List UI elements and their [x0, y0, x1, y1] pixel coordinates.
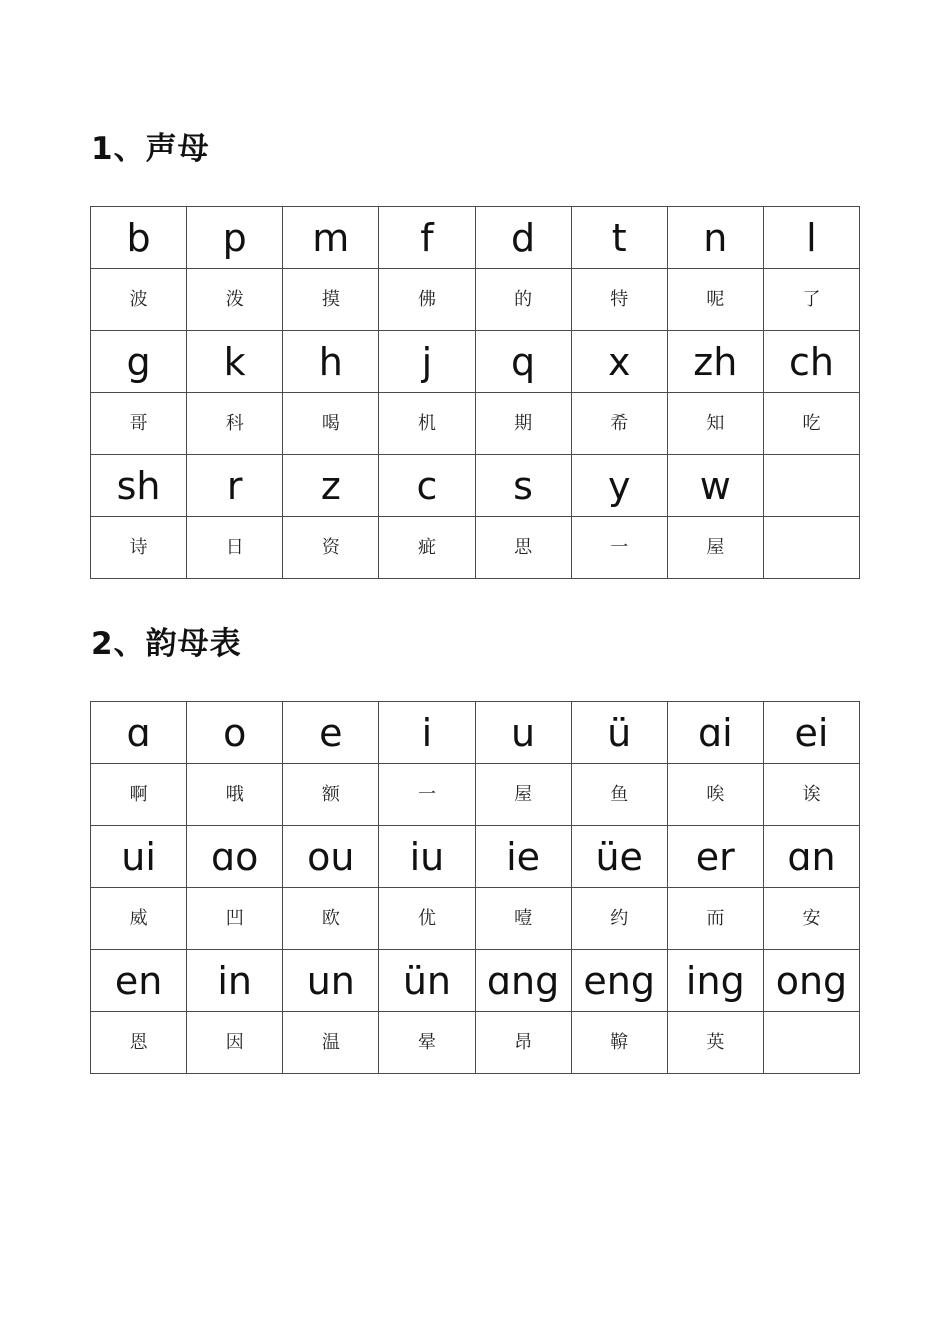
pinyin-cell: w	[667, 455, 763, 517]
pinyin-cell: ui	[91, 826, 187, 888]
character-cell: 了	[763, 269, 859, 331]
pinyin-cell: r	[187, 455, 283, 517]
character-cell: 特	[571, 269, 667, 331]
character-cell: 英	[667, 1012, 763, 1074]
pinyin-cell: s	[475, 455, 571, 517]
pinyin-cell: ɑi	[667, 702, 763, 764]
pinyin-cell: t	[571, 207, 667, 269]
initials-table	[90, 206, 860, 579]
pinyin-cell: d	[475, 207, 571, 269]
pinyin-row	[91, 826, 860, 888]
pinyin-cell: eng	[571, 950, 667, 1012]
character-cell: 鱼	[571, 764, 667, 826]
character-cell: 呢	[667, 269, 763, 331]
character-cell: 屋	[667, 517, 763, 579]
character-cell: 的	[475, 269, 571, 331]
character-cell: 波	[91, 269, 187, 331]
character-cell: 资	[283, 517, 379, 579]
character-cell: 疵	[379, 517, 475, 579]
pinyin-cell: ɑ	[91, 702, 187, 764]
character-cell: 唉	[667, 764, 763, 826]
pinyin-cell: ei	[763, 702, 859, 764]
pinyin-cell: u	[475, 702, 571, 764]
pinyin-cell: e	[283, 702, 379, 764]
pinyin-cell: l	[763, 207, 859, 269]
pinyin-cell: o	[187, 702, 283, 764]
character-cell: 哦	[187, 764, 283, 826]
character-cell: 欧	[283, 888, 379, 950]
character-row	[91, 764, 860, 826]
character-cell: 屋	[475, 764, 571, 826]
character-row	[91, 888, 860, 950]
character-cell: 恩	[91, 1012, 187, 1074]
pinyin-cell: ɑo	[187, 826, 283, 888]
character-cell: 温	[283, 1012, 379, 1074]
pinyin-cell: iu	[379, 826, 475, 888]
character-cell: 日	[187, 517, 283, 579]
pinyin-cell: ie	[475, 826, 571, 888]
pinyin-cell: üe	[571, 826, 667, 888]
character-cell: 机	[379, 393, 475, 455]
character-cell: 鞥	[571, 1012, 667, 1074]
character-cell: 晕	[379, 1012, 475, 1074]
pinyin-cell: in	[187, 950, 283, 1012]
character-cell: 思	[475, 517, 571, 579]
finals-table	[90, 701, 860, 1074]
character-cell: 泼	[187, 269, 283, 331]
pinyin-cell: y	[571, 455, 667, 517]
character-row	[91, 393, 860, 455]
pinyin-cell: f	[379, 207, 475, 269]
character-cell: 一	[571, 517, 667, 579]
pinyin-cell: ing	[667, 950, 763, 1012]
pinyin-cell: ɑng	[475, 950, 571, 1012]
character-cell: 佛	[379, 269, 475, 331]
character-cell: 昂	[475, 1012, 571, 1074]
character-row	[91, 269, 860, 331]
pinyin-cell: m	[283, 207, 379, 269]
empty-cell	[763, 1012, 859, 1074]
pinyin-cell: ɑn	[763, 826, 859, 888]
pinyin-cell: ch	[763, 331, 859, 393]
pinyin-cell: b	[91, 207, 187, 269]
pinyin-row	[91, 702, 860, 764]
pinyin-cell: ü	[571, 702, 667, 764]
pinyin-cell: i	[379, 702, 475, 764]
pinyin-row	[91, 950, 860, 1012]
character-cell: 额	[283, 764, 379, 826]
character-cell: 希	[571, 393, 667, 455]
character-cell: 优	[379, 888, 475, 950]
character-row	[91, 517, 860, 579]
pinyin-cell: q	[475, 331, 571, 393]
pinyin-row	[91, 455, 860, 517]
character-cell: 诶	[763, 764, 859, 826]
pinyin-cell: un	[283, 950, 379, 1012]
section-title-initials: 1、声母	[91, 131, 210, 167]
pinyin-cell: g	[91, 331, 187, 393]
pinyin-cell: er	[667, 826, 763, 888]
empty-cell	[763, 517, 859, 579]
pinyin-cell: j	[379, 331, 475, 393]
pinyin-row	[91, 207, 860, 269]
pinyin-cell: ou	[283, 826, 379, 888]
pinyin-cell: x	[571, 331, 667, 393]
character-cell: 安	[763, 888, 859, 950]
pinyin-cell: n	[667, 207, 763, 269]
pinyin-cell: sh	[91, 455, 187, 517]
character-cell: 噎	[475, 888, 571, 950]
section-title-finals: 2、韵母表	[91, 626, 242, 662]
character-cell: 凹	[187, 888, 283, 950]
pinyin-cell: h	[283, 331, 379, 393]
character-cell: 摸	[283, 269, 379, 331]
pinyin-cell: en	[91, 950, 187, 1012]
character-cell: 约	[571, 888, 667, 950]
empty-cell	[763, 455, 859, 517]
character-cell: 哥	[91, 393, 187, 455]
character-cell: 吃	[763, 393, 859, 455]
character-cell: 因	[187, 1012, 283, 1074]
character-cell: 知	[667, 393, 763, 455]
character-row	[91, 1012, 860, 1074]
character-cell: 啊	[91, 764, 187, 826]
pinyin-cell: p	[187, 207, 283, 269]
pinyin-row	[91, 331, 860, 393]
character-cell: 而	[667, 888, 763, 950]
character-cell: 期	[475, 393, 571, 455]
character-cell: 诗	[91, 517, 187, 579]
pinyin-cell: zh	[667, 331, 763, 393]
pinyin-cell: k	[187, 331, 283, 393]
character-cell: 喝	[283, 393, 379, 455]
character-cell: 威	[91, 888, 187, 950]
character-cell: 科	[187, 393, 283, 455]
pinyin-cell: ong	[763, 950, 859, 1012]
pinyin-cell: ün	[379, 950, 475, 1012]
pinyin-cell: c	[379, 455, 475, 517]
pinyin-cell: z	[283, 455, 379, 517]
character-cell: 一	[379, 764, 475, 826]
